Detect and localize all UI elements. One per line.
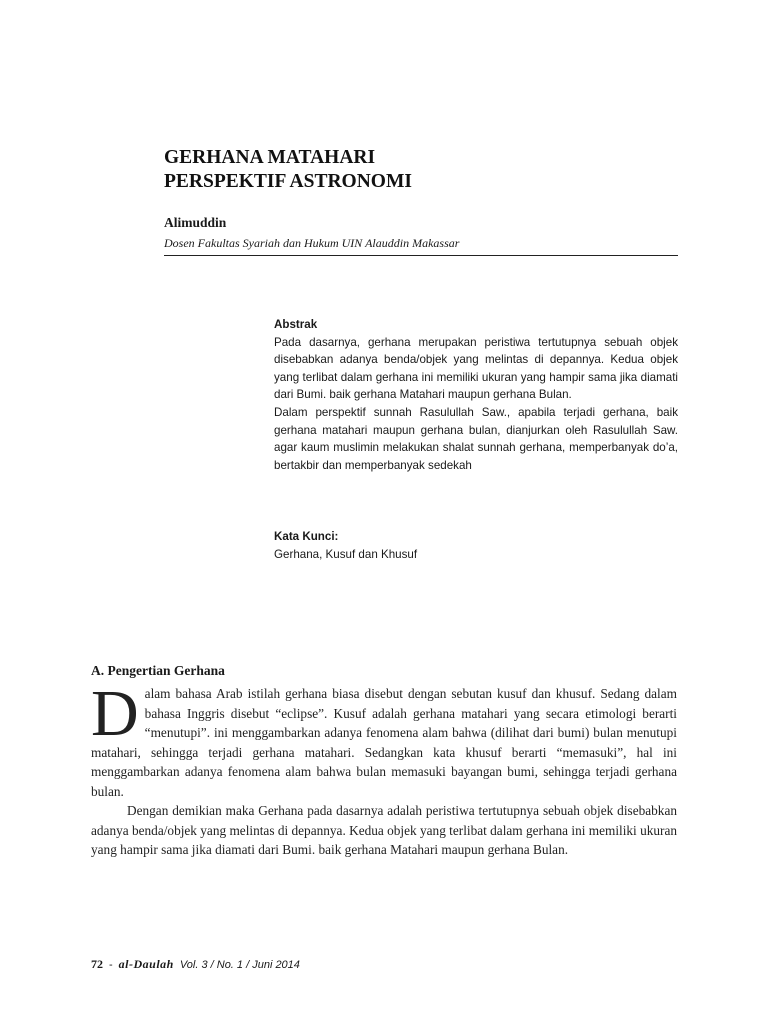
body-paragraph-1-text: alam bahasa Arab istilah gerhana biasa disebut dengan sebutan kusuf dan khusuf. Sedang dalam bahasa Inggris disebut “eclipse”. Kusuf adalah gerhana matahari yang secara etimologi berarti “menutupi”. ini menggambarkan adanya fenomena alam bahwa (dilihat dari bumi) bulan menutupi matahari, sehingga terjadi gerhana matahari. Sedangkan kata khusuf berarti “memasuki”, hal ini menggambarkan adanya fenomena alam bahwa bulan memasuki bayangan bumi, sehingga terjadi gerhana bulan. bbox=[91, 686, 677, 799]
body-paragraph-2: Dengan demikian maka Gerhana pada dasarnya adalah peristiwa tertutupnya sebuah objek disebabkan adanya benda/objek yang melintas di depannya. Kedua objek yang terlibat dalam gerhana ini memiliki ukuran yang hampir sama jika diamati dari Bumi. baik gerhana Matahari maupun gerhana Bulan. bbox=[91, 803, 677, 857]
footer-separator: - bbox=[109, 958, 113, 971]
journal-logo: al-Daulah bbox=[118, 957, 174, 971]
abstract-heading: Abstrak bbox=[274, 318, 318, 331]
keywords-block bbox=[274, 528, 678, 563]
section-heading: A. Pengertian Gerhana bbox=[91, 663, 225, 678]
author-affiliation: Dosen Fakultas Syariah dan Hukum UIN Alauddin Makassar bbox=[164, 236, 678, 256]
body-text bbox=[91, 677, 677, 860]
body-paragraph-1 bbox=[91, 677, 677, 801]
title-line-2: PERSPEKTIF ASTRONOMI bbox=[164, 171, 412, 192]
abstract-paragraph-1: Pada dasarnya, gerhana merupakan peristiwa tertutupnya sebuah objek disebabkan adanya benda/objek yang melintas di depannya. Kedua objek yang terlibat dalam gerhana ini memiliki ukuran yang hampir sama jika diamati dari Bumi. baik gerhana Matahari maupun gerhana Bulan. bbox=[274, 335, 678, 402]
keywords-text: Gerhana, Kusuf dan Khusuf bbox=[274, 547, 418, 561]
keywords-heading: Kata Kunci: bbox=[274, 530, 339, 543]
abstract-block bbox=[274, 316, 678, 474]
author-name: Alimuddin bbox=[164, 215, 227, 230]
journal-volume: Vol. 3 / No. 1 / Juni 2014 bbox=[179, 958, 300, 971]
title-line-1: GERHANA MATAHARI bbox=[164, 147, 376, 168]
page-number: 72 bbox=[91, 957, 103, 971]
page-footer bbox=[91, 957, 300, 972]
drop-cap: D bbox=[91, 677, 139, 750]
abstract-paragraph-2: Dalam perspektif sunnah Rasulullah Saw., apabila terjadi gerhana, baik gerhana matahari maupun gerhana bulan, dianjurkan oleh Rasulullah Saw. agar kaum muslimin melakukan shalat sunnah gerhana, memperbanyak do’a, bertakbir dan memperbanyak sedekah bbox=[274, 405, 678, 472]
article-title bbox=[164, 146, 412, 194]
